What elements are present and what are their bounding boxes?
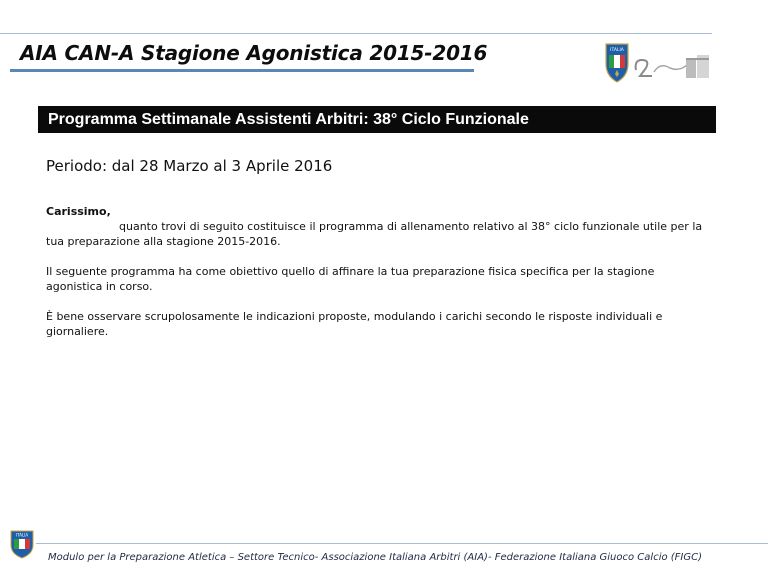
banner-title: Programma Settimanale Assistenti Arbitri: 38° Ciclo Funzionale: [48, 111, 529, 128]
page-title: AIA CAN-A Stagione Agonistica 2015-2016: [20, 41, 488, 65]
footer-shield-caption: ITALIA: [15, 532, 29, 538]
top-divider: [0, 33, 712, 34]
footer-text: Modulo per la Preparazione Atletica – Settore Tecnico- Associazione Italiana Arbitri (AIA)- Federazione Italiana Giuoco Calcio (FIGC): [48, 552, 702, 563]
period-line: Periodo: dal 28 Marzo al 3 Aprile 2016: [46, 157, 333, 175]
program-banner: [38, 106, 716, 133]
letter-paragraph: quanto trovi di seguito costituisce il programma di allenamento relativo al 38° ciclo funzionale utile per la tua preparazione alla stagione 2015-2016.: [46, 220, 703, 248]
shield-caption: ITALIA: [610, 48, 624, 53]
figc-shield-icon: [10, 530, 34, 559]
aia-emblem-icon: [630, 50, 714, 82]
header-logo-group: [604, 42, 716, 86]
footer-logo: [10, 530, 34, 559]
letter-paragraph: È bene osservare scrupolosamente le indicazioni proposte, modulando i carichi secondo le risposte individuali e giornaliere.: [46, 310, 663, 338]
title-underline: [10, 69, 474, 72]
letter-paragraph: Il seguente programma ha come obiettivo quello di affinare la tua preparazione fisica specifica per la stagione agonistica in corso.: [46, 265, 655, 293]
letter-greeting: Carissimo,: [46, 205, 111, 218]
footer-divider: [36, 543, 768, 544]
letter-body: [46, 204, 711, 339]
